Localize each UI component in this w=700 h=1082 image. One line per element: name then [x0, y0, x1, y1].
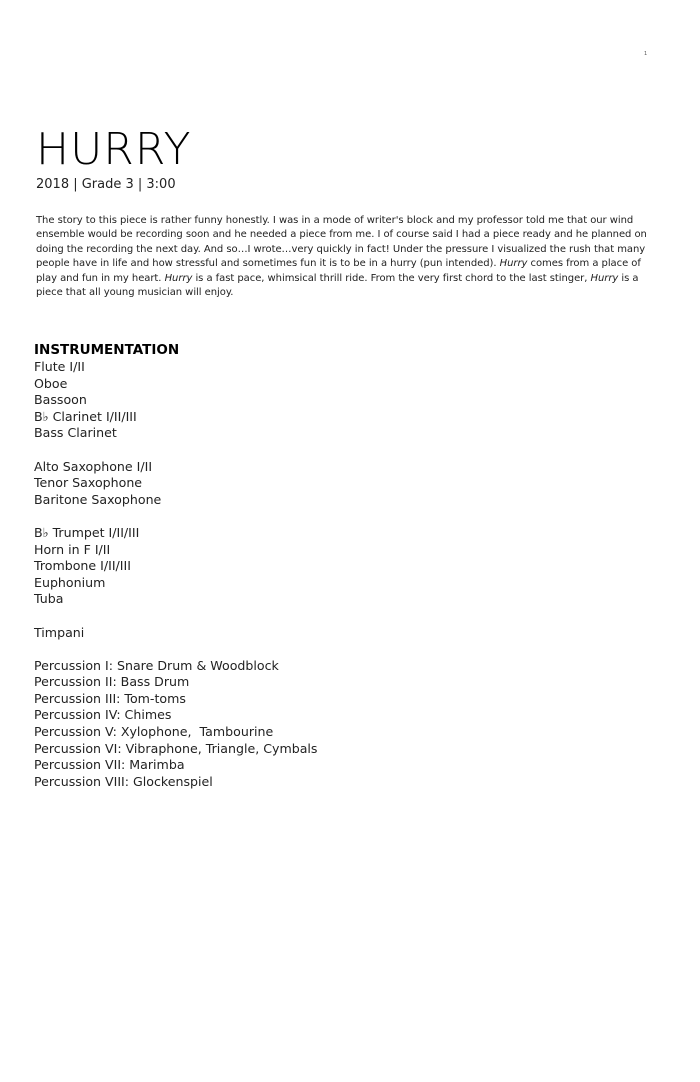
instrument-group-woodwinds: [34, 359, 317, 442]
instrument-item: B♭ Trumpet I/II/III: [34, 524, 140, 540]
instrument-item: Alto Saxophone I/II: [34, 458, 153, 474]
instrument-item: Percussion III: Tom-toms: [34, 690, 186, 706]
program-note-text: is a fast pace, whimsical thrill ride. From the very first chord to the last stinger,: [192, 272, 591, 284]
instrument-item: Baritone Saxophone: [34, 491, 162, 507]
instrumentation-list: [34, 359, 317, 807]
instrument-item: Trombone I/II/III: [34, 558, 131, 574]
piece-info: 2018 | Grade 3 | 3:00: [36, 177, 176, 192]
instrument-item: Flute I/II: [34, 359, 85, 374]
program-note-italic-title: Hurry: [590, 272, 619, 284]
instrument-item: Tuba: [34, 591, 64, 607]
instrument-item: Percussion VII: Marimba: [34, 757, 185, 773]
instrument-item: Percussion VIII: Glockenspiel: [34, 773, 213, 789]
program-note-text: comes from a place of play and fun in my heart.: [36, 258, 641, 284]
instrument-item: Horn in F I/II: [34, 541, 111, 557]
instrument-item: Bassoon: [34, 392, 87, 408]
program-note-italic-title: Hurry: [164, 272, 193, 284]
instrument-item: Percussion II: Bass Drum: [34, 674, 190, 690]
instrument-group-timpani: [34, 625, 317, 642]
instrument-item: B♭ Clarinet I/II/III: [34, 408, 137, 424]
instrument-item: Percussion IV: Chimes: [34, 707, 172, 723]
instrument-group-percussion: [34, 658, 317, 791]
program-note-text: is a piece that all young musician will enjoy.: [36, 272, 639, 299]
page-number: 1: [644, 51, 648, 57]
instrument-item: Oboe: [34, 375, 68, 391]
instrument-item: Tenor Saxophone: [34, 475, 143, 491]
instrument-item: Bass Clarinet: [34, 425, 117, 441]
program-note-italic-title: Hurry: [499, 258, 528, 270]
instrument-item: Percussion V: Xylophone, Tambourine: [34, 724, 274, 740]
piece-title: HURRY: [36, 124, 192, 175]
instrument-item: Percussion I: Snare Drum & Woodblock: [34, 657, 279, 673]
instrument-item: Timpani: [34, 624, 85, 640]
instrumentation-heading: INSTRUMENTATION: [34, 342, 180, 358]
instrument-group-brass: [34, 525, 317, 608]
program-note: [36, 214, 664, 300]
instrument-item: Euphonium: [34, 574, 106, 590]
instrument-item: Percussion VI: Vibraphone, Triangle, Cymbals: [34, 740, 318, 756]
instrument-group-saxophones: [34, 459, 317, 509]
program-note-text: The story to this piece is rather funny honestly. I was in a mode of writer's block and my professor told me that our wind ensemble would be recording soon and he needed a piece from me. I of course said I had a piece ready and he planned on doing the recording the next day. And so…I wrote…very quickly in fact! Under the pressure I visualized the rush that many people have in life and how stressful and sometimes fun it is to be in a hurry (pun intended).: [36, 215, 647, 270]
